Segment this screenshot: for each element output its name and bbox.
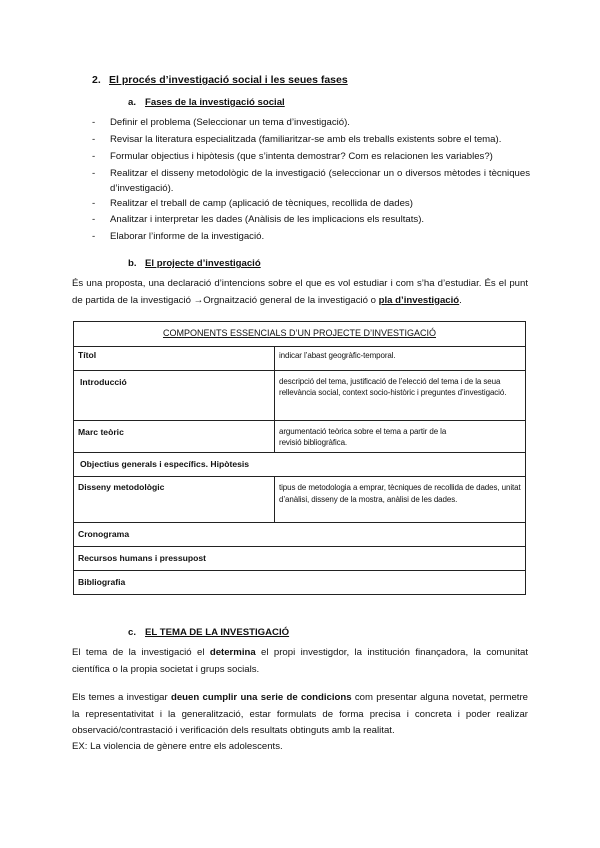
- row-label: Títol: [74, 346, 275, 370]
- list-item: Formular objectius i hipòtesis (que s’intenta demostrar? Com es relacionen les variables?): [110, 151, 493, 162]
- tema-para1-bold: determina: [209, 647, 256, 658]
- pla-investigacio-term: pla d’investigació: [378, 294, 460, 306]
- project-paragraph-text: És una proposta, una declaració d’intencions sobre el que es vol estudiar i com s’ha d’estudiar. És el punt de partida de la investigació →Orgnaització general de la investigació o: [72, 278, 528, 306]
- table-row: [74, 522, 526, 546]
- table-row: [74, 420, 526, 452]
- list-dash: -: [92, 198, 96, 209]
- list-dash: -: [92, 117, 96, 128]
- tema-para2-bold: deuen cumplir una serie de condicions: [170, 692, 352, 703]
- table-row: [74, 476, 526, 522]
- table-header-row: [74, 322, 526, 347]
- subsection-c-letter: c.: [128, 627, 137, 638]
- tema-paragraph-1: [72, 645, 528, 678]
- list-item: Realitzar el treball de camp (aplicació de tècniques, recollida de dades): [110, 198, 413, 209]
- row-description: indicar l’abast geogràfic-temporal.: [275, 346, 526, 370]
- subsection-a-title: Fases de la investigació social: [145, 97, 285, 108]
- list-item: Analitzar i interpretar les dades (Anàlisis de les implicacions els resultats).: [110, 214, 425, 225]
- project-paragraph: [72, 276, 528, 309]
- subsection-b-letter: b.: [128, 258, 137, 269]
- tema-paragraph-2: [72, 690, 528, 740]
- table-row: [74, 570, 526, 594]
- row-label: Bibliografia: [74, 570, 526, 594]
- tema-para1-before: El tema de la investigació el: [72, 647, 210, 658]
- table-row: [74, 452, 526, 476]
- list-dash: -: [92, 134, 96, 145]
- list-item: Realitzar el disseny metodològic de la investigació (seleccionar un o diversos mètodes i tècniques d’investigació).: [110, 168, 530, 194]
- tema-para2-before: Els temes a investigar: [72, 692, 171, 703]
- row-description: tipus de metodologia a emprar, tècniques de recollida de dades, unitat d’anàlisi, disseny de la mostra, anàlisi de les dades.: [275, 476, 526, 522]
- section-number: 2.: [92, 74, 101, 86]
- subsection-a-letter: a.: [128, 97, 137, 108]
- subsection-c-title: EL TEMA DE LA INVESTIGACIÓ: [145, 627, 290, 638]
- table-row: [74, 346, 526, 370]
- table-row: [74, 370, 526, 420]
- row-label: Objectius generals i específics. Hipòtesis: [74, 452, 526, 476]
- section-title: El procés d’investigació social i les seues fases: [109, 74, 348, 86]
- list-item: Revisar la literatura especialitzada (familiaritzar-se amb els treballs existents sobre el tema).: [110, 134, 502, 145]
- row-label: Disseny metodològic: [74, 476, 275, 522]
- table-header: COMPONENTS ESSENCIALS D’UN PROJECTE D’INVESTIGACIÓ: [74, 322, 526, 347]
- list-item: Elaborar l’informe de la investigació.: [110, 231, 265, 242]
- row-label: Marc teòric: [74, 420, 275, 452]
- tema-para1-after: el propi investigdor, la institución finançadora, la comunitat científica o la propia societat i grups socials.: [72, 647, 528, 675]
- list-dash: -: [92, 214, 96, 225]
- row-label: Recursos humans i pressupost: [74, 546, 526, 570]
- list-dash: -: [92, 151, 96, 162]
- example-line: EX: La violencia de gènere entre els adolescents.: [72, 741, 283, 752]
- project-paragraph-end: .: [459, 294, 462, 306]
- row-description: descripció del tema, justificació de l’elecció del tema i de la seua rellevància social, context socio-històric i preguntes d’investigació.: [275, 370, 526, 420]
- list-item: Definir el problema (Seleccionar un tema d’investigació).: [110, 117, 350, 128]
- list-dash: -: [92, 168, 96, 179]
- row-label: Introducció: [74, 370, 275, 420]
- row-description: argumentació teòrica sobre el tema a partir de la revisió bibliogràfica.: [275, 420, 526, 452]
- subsection-b-title: El projecte d’investigació: [145, 258, 261, 269]
- tema-para2-after: com presentar alguna novetat, permetre la representativitat i la generalització, estar formulats de forma precisa i concreta i poder realizar observació/contrastació i verificación dels resultats obtinguts amb la realitat.: [72, 692, 528, 736]
- components-table: [73, 321, 526, 595]
- row-label: Cronograma: [74, 522, 526, 546]
- table-row: [74, 546, 526, 570]
- list-dash: -: [92, 231, 96, 242]
